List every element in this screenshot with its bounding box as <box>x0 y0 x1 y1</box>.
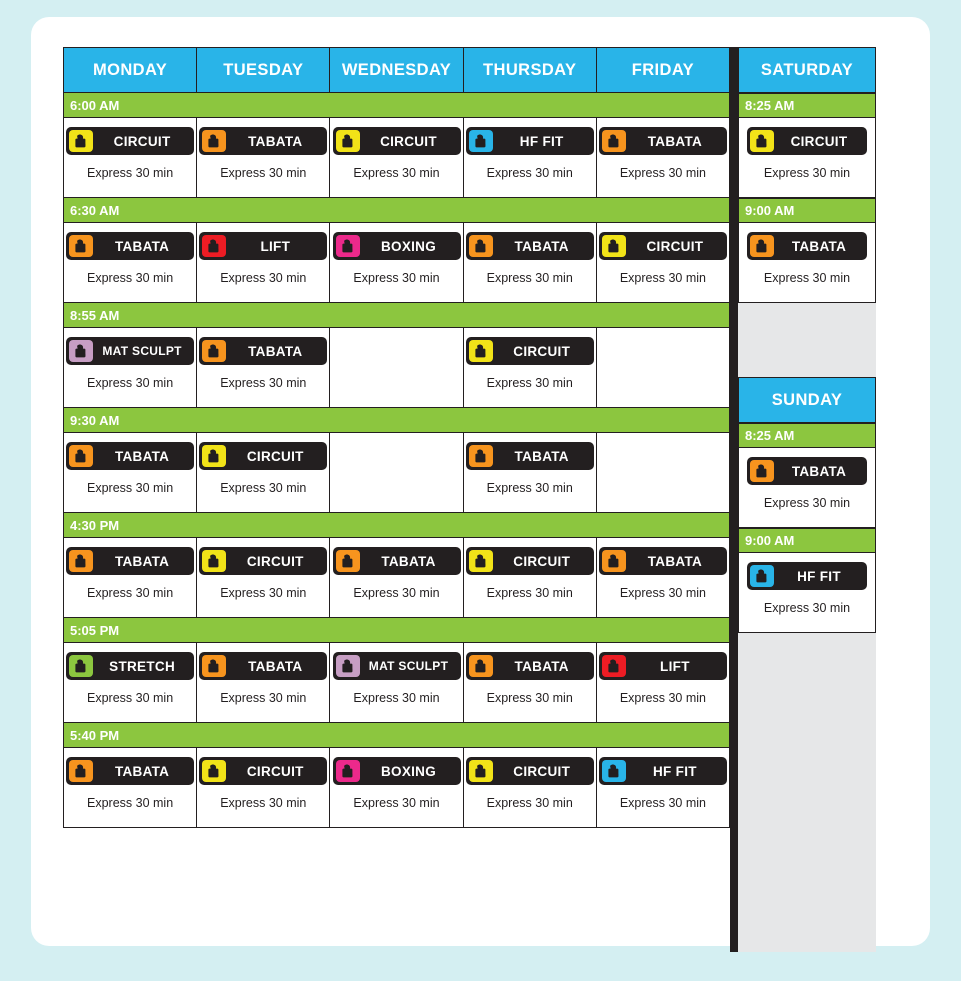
class-cell[interactable] <box>329 643 463 723</box>
class-cell-empty <box>596 433 730 513</box>
class-duration: Express 30 min <box>87 691 174 705</box>
kettlebell-icon <box>202 445 226 467</box>
class-name: TABATA <box>514 658 569 674</box>
class-duration: Express 30 min <box>763 166 851 180</box>
class-pill[interactable] <box>466 547 594 575</box>
class-row <box>738 118 876 198</box>
class-duration: Express 30 min <box>87 271 174 285</box>
class-cell[interactable] <box>329 538 463 618</box>
class-duration: Express 30 min <box>486 166 573 180</box>
class-pill[interactable] <box>333 127 461 155</box>
class-duration: Express 30 min <box>486 376 573 390</box>
class-pill[interactable] <box>747 562 867 590</box>
day-header-saturday[interactable]: SATURDAY <box>738 47 876 93</box>
kettlebell-icon <box>202 760 226 782</box>
class-cell[interactable] <box>196 748 330 828</box>
kettlebell-icon <box>69 235 93 257</box>
class-duration: Express 30 min <box>763 601 851 615</box>
class-row <box>63 433 730 513</box>
time-band: 9:00 AM <box>738 198 876 223</box>
class-duration: Express 30 min <box>87 166 174 180</box>
class-duration: Express 30 min <box>486 691 573 705</box>
class-duration: Express 30 min <box>87 376 174 390</box>
class-name: TABATA <box>248 343 303 359</box>
class-pill[interactable] <box>333 547 461 575</box>
kettlebell-icon <box>202 550 226 572</box>
kettlebell-icon <box>602 655 626 677</box>
class-cell[interactable] <box>63 328 197 408</box>
day-header-sunday[interactable]: SUNDAY <box>738 377 876 423</box>
class-pill[interactable] <box>199 547 327 575</box>
class-pill[interactable] <box>599 547 727 575</box>
class-cell[interactable] <box>596 538 730 618</box>
class-pill[interactable] <box>599 652 727 680</box>
class-cell[interactable] <box>196 223 330 303</box>
class-name: HF FIT <box>797 568 841 584</box>
class-pill[interactable] <box>333 232 461 260</box>
column-divider <box>730 47 738 952</box>
class-name: CIRCUIT <box>513 763 571 779</box>
class-duration: Express 30 min <box>353 691 440 705</box>
kettlebell-icon <box>469 340 493 362</box>
kettlebell-icon <box>750 235 774 257</box>
class-name: CIRCUIT <box>513 553 571 569</box>
class-duration: Express 30 min <box>619 166 706 180</box>
class-cell[interactable] <box>329 223 463 303</box>
class-duration: Express 30 min <box>220 271 307 285</box>
time-band: 4:30 PM <box>63 513 730 538</box>
schedule-card <box>31 17 930 946</box>
class-cell-empty <box>596 328 730 408</box>
time-band: 8:25 AM <box>738 423 876 448</box>
kettlebell-icon <box>202 130 226 152</box>
class-cell[interactable] <box>463 328 597 408</box>
class-cell[interactable] <box>463 643 597 723</box>
class-pill[interactable] <box>599 127 727 155</box>
class-pill[interactable] <box>66 127 194 155</box>
weekend-filler-bottom <box>738 633 876 952</box>
class-duration: Express 30 min <box>763 271 851 285</box>
kettlebell-icon <box>750 565 774 587</box>
class-duration: Express 30 min <box>87 586 174 600</box>
class-name: CIRCUIT <box>380 133 437 149</box>
class-name: TABATA <box>248 658 303 674</box>
class-cell[interactable] <box>329 748 463 828</box>
class-cell-empty <box>329 433 463 513</box>
class-duration: Express 30 min <box>619 796 706 810</box>
class-name: CIRCUIT <box>513 343 571 359</box>
class-pill[interactable] <box>466 337 594 365</box>
kettlebell-icon <box>69 550 93 572</box>
class-pill[interactable] <box>599 232 727 260</box>
time-band: 8:55 AM <box>63 303 730 328</box>
class-row <box>63 748 730 828</box>
kettlebell-icon <box>336 655 360 677</box>
class-name: LIFT <box>260 238 291 254</box>
class-name: MAT SCULPT <box>368 659 449 673</box>
class-pill[interactable] <box>466 757 594 785</box>
time-band: 8:25 AM <box>738 93 876 118</box>
class-cell[interactable] <box>738 553 876 633</box>
class-cell[interactable] <box>63 433 197 513</box>
class-duration: Express 30 min <box>220 166 307 180</box>
class-name: CIRCUIT <box>790 133 848 149</box>
class-name: HF FIT <box>519 133 564 149</box>
kettlebell-icon <box>469 130 493 152</box>
kettlebell-icon <box>336 760 360 782</box>
class-name: CIRCUIT <box>113 133 171 149</box>
weekday-rows <box>63 93 730 828</box>
class-pill[interactable] <box>333 652 461 680</box>
weekday-block <box>63 47 730 952</box>
class-cell[interactable] <box>463 538 597 618</box>
class-pill[interactable] <box>66 232 194 260</box>
class-cell[interactable] <box>463 223 597 303</box>
class-pill[interactable] <box>66 757 194 785</box>
class-name: TABATA <box>381 553 436 569</box>
sunday-header-row <box>738 377 876 423</box>
class-pill[interactable] <box>199 652 327 680</box>
class-pill[interactable] <box>66 337 194 365</box>
class-row <box>738 223 876 303</box>
kettlebell-icon <box>69 445 93 467</box>
class-name: TABATA <box>647 133 703 149</box>
class-pill[interactable] <box>466 232 594 260</box>
class-name: LIFT <box>660 658 690 674</box>
class-duration: Express 30 min <box>220 796 307 810</box>
class-name: TABATA <box>514 448 569 464</box>
class-duration: Express 30 min <box>486 271 573 285</box>
class-pill[interactable] <box>599 757 727 785</box>
saturday-header-row <box>738 47 876 93</box>
class-cell[interactable] <box>63 538 197 618</box>
class-pill[interactable] <box>66 442 194 470</box>
class-pill[interactable] <box>466 127 594 155</box>
class-cell[interactable] <box>196 118 330 198</box>
class-name: CIRCUIT <box>646 238 704 254</box>
kettlebell-icon <box>469 760 493 782</box>
class-pill[interactable] <box>747 127 867 155</box>
kettlebell-icon <box>469 445 493 467</box>
class-pill[interactable] <box>199 757 327 785</box>
kettlebell-icon <box>69 760 93 782</box>
class-name: TABATA <box>514 238 569 254</box>
sunday-rows <box>738 423 876 633</box>
day-header-tuesday[interactable]: TUESDAY <box>196 47 330 93</box>
class-row <box>63 328 730 408</box>
class-cell[interactable] <box>329 118 463 198</box>
class-cell[interactable] <box>63 748 197 828</box>
day-header-thursday[interactable]: THURSDAY <box>463 47 597 93</box>
class-duration: Express 30 min <box>220 586 307 600</box>
class-cell[interactable] <box>738 448 876 528</box>
class-cell[interactable] <box>63 118 197 198</box>
class-pill[interactable] <box>199 232 327 260</box>
class-duration: Express 30 min <box>353 271 440 285</box>
class-name: CIRCUIT <box>246 553 304 569</box>
class-cell[interactable] <box>596 223 730 303</box>
class-duration: Express 30 min <box>220 691 307 705</box>
kettlebell-icon <box>202 655 226 677</box>
class-duration: Express 30 min <box>619 586 706 600</box>
saturday-rows <box>738 93 876 303</box>
class-pill[interactable] <box>199 442 327 470</box>
class-duration: Express 30 min <box>87 796 174 810</box>
class-cell-empty <box>329 328 463 408</box>
class-cell[interactable] <box>596 118 730 198</box>
class-duration: Express 30 min <box>763 496 851 510</box>
class-cell[interactable] <box>196 538 330 618</box>
class-pill[interactable] <box>199 127 327 155</box>
kettlebell-icon <box>750 460 774 482</box>
class-name: CIRCUIT <box>246 763 304 779</box>
class-duration: Express 30 min <box>486 586 573 600</box>
weekend-block <box>738 47 876 952</box>
class-cell[interactable] <box>738 118 876 198</box>
class-cell[interactable] <box>196 328 330 408</box>
class-duration: Express 30 min <box>486 481 573 495</box>
kettlebell-icon <box>69 655 93 677</box>
class-row <box>63 643 730 723</box>
class-duration: Express 30 min <box>220 481 307 495</box>
class-name: TABATA <box>647 553 703 569</box>
class-name: TABATA <box>791 238 847 254</box>
day-header-wednesday[interactable]: WEDNESDAY <box>329 47 463 93</box>
class-duration: Express 30 min <box>220 376 307 390</box>
class-pill[interactable] <box>747 232 867 260</box>
kettlebell-icon <box>602 760 626 782</box>
kettlebell-icon <box>336 550 360 572</box>
class-pill[interactable] <box>333 757 461 785</box>
class-cell[interactable] <box>463 433 597 513</box>
class-schedule-grid <box>63 47 900 952</box>
class-row <box>63 223 730 303</box>
class-name: BOXING <box>380 763 437 779</box>
class-cell[interactable] <box>63 223 197 303</box>
class-duration: Express 30 min <box>619 271 706 285</box>
class-cell[interactable] <box>196 433 330 513</box>
kettlebell-icon <box>469 235 493 257</box>
time-band: 9:00 AM <box>738 528 876 553</box>
class-name: TABATA <box>114 553 170 569</box>
class-row <box>63 118 730 198</box>
class-duration: Express 30 min <box>353 166 440 180</box>
kettlebell-icon <box>602 130 626 152</box>
kettlebell-icon <box>336 130 360 152</box>
kettlebell-icon <box>469 655 493 677</box>
kettlebell-icon <box>69 130 93 152</box>
kettlebell-icon <box>602 550 626 572</box>
class-cell[interactable] <box>463 748 597 828</box>
kettlebell-icon <box>202 340 226 362</box>
class-cell[interactable] <box>196 643 330 723</box>
class-row <box>738 448 876 528</box>
class-cell[interactable] <box>738 223 876 303</box>
class-name: TABATA <box>114 763 170 779</box>
class-name: TABATA <box>248 133 303 149</box>
time-band: 5:05 PM <box>63 618 730 643</box>
class-name: CIRCUIT <box>246 448 304 464</box>
class-cell[interactable] <box>463 118 597 198</box>
time-band: 9:30 AM <box>63 408 730 433</box>
time-band: 6:00 AM <box>63 93 730 118</box>
kettlebell-icon <box>602 235 626 257</box>
class-duration: Express 30 min <box>353 586 440 600</box>
weekend-filler-top <box>738 303 876 377</box>
class-cell[interactable] <box>596 643 730 723</box>
time-band: 6:30 AM <box>63 198 730 223</box>
class-duration: Express 30 min <box>486 796 573 810</box>
kettlebell-icon <box>469 550 493 572</box>
day-header-friday[interactable]: FRIDAY <box>596 47 730 93</box>
class-cell[interactable] <box>596 748 730 828</box>
class-duration: Express 30 min <box>619 691 706 705</box>
kettlebell-icon <box>202 235 226 257</box>
class-pill[interactable] <box>747 457 867 485</box>
class-duration: Express 30 min <box>87 481 174 495</box>
kettlebell-icon <box>750 130 774 152</box>
class-pill[interactable] <box>66 652 194 680</box>
time-band: 5:40 PM <box>63 723 730 748</box>
day-header-monday[interactable]: MONDAY <box>63 47 197 93</box>
class-row <box>738 553 876 633</box>
class-name: BOXING <box>380 238 437 254</box>
class-name: HF FIT <box>653 763 697 779</box>
class-cell[interactable] <box>63 643 197 723</box>
class-name: TABATA <box>791 463 847 479</box>
class-name: MAT SCULPT <box>102 344 182 358</box>
class-name: TABATA <box>114 238 170 254</box>
class-row <box>63 538 730 618</box>
kettlebell-icon <box>336 235 360 257</box>
class-pill[interactable] <box>466 442 594 470</box>
class-pill[interactable] <box>199 337 327 365</box>
class-name: STRETCH <box>109 658 176 674</box>
weekday-header-row <box>63 47 730 93</box>
kettlebell-icon <box>69 340 93 362</box>
class-pill[interactable] <box>66 547 194 575</box>
class-name: TABATA <box>114 448 170 464</box>
class-duration: Express 30 min <box>353 796 440 810</box>
class-pill[interactable] <box>466 652 594 680</box>
